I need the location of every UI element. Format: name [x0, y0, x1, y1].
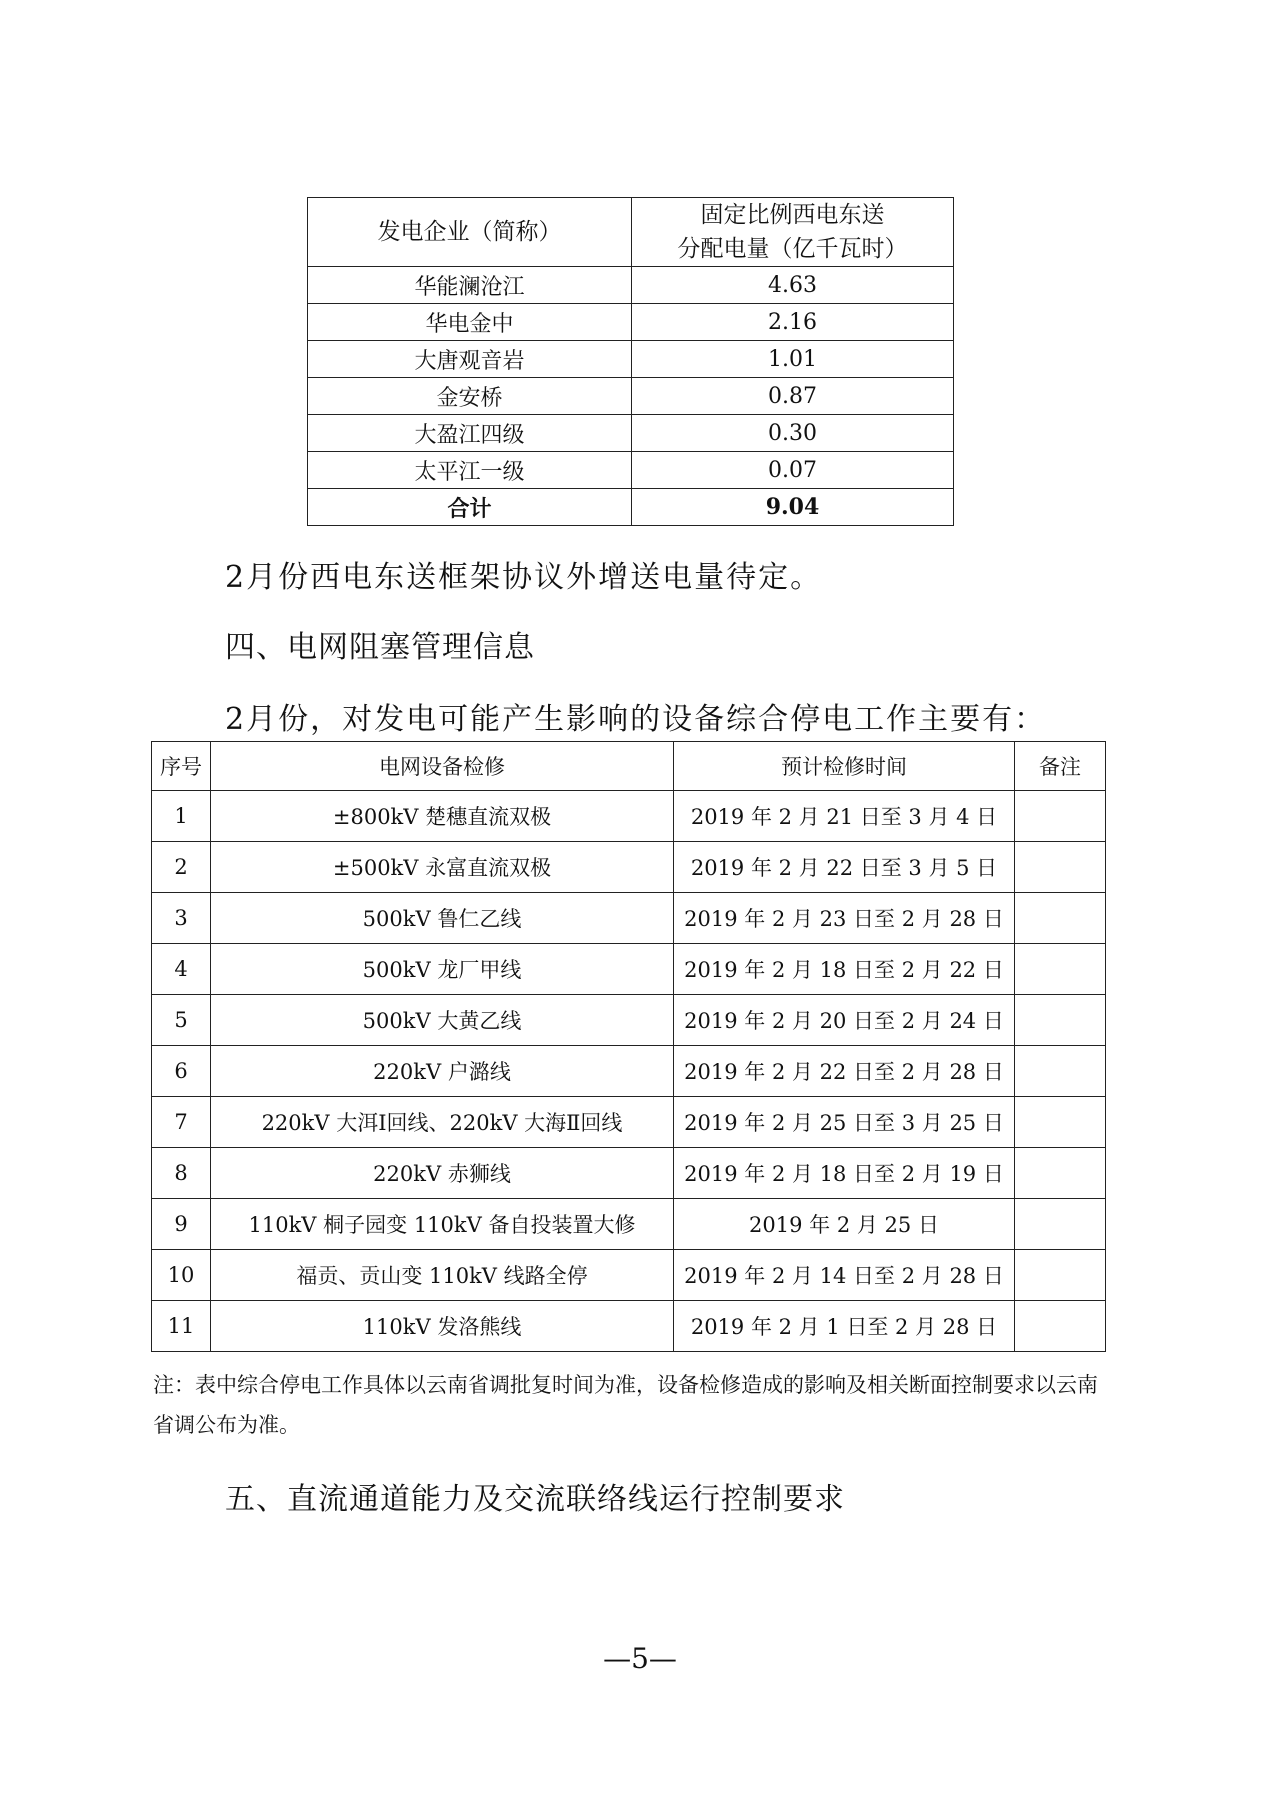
extra-transmission-paragraph: 2月份西电东送框架协议外增送电量待定。: [225, 560, 823, 595]
row-no: 5: [152, 995, 211, 1046]
table-row: [152, 1250, 1106, 1301]
header-amount-line2: 分配电量（亿千瓦时）: [677, 236, 908, 262]
maintenance-table-header: [152, 742, 1106, 791]
table-row: [152, 1199, 1106, 1250]
maintenance-intro-paragraph: 2月份，对发电可能产生影响的设备综合停电工作主要有：: [225, 702, 1047, 737]
header-amount-line1: 固定比例西电东送: [700, 202, 885, 228]
section-4-heading: 四、电网阻塞管理信息: [225, 630, 535, 665]
row-no: 8: [152, 1148, 211, 1199]
company-cell: 华电金中: [308, 304, 632, 341]
table-row: [152, 944, 1106, 995]
company-cell: 太平江一级: [308, 452, 632, 489]
total-label: 合计: [308, 489, 632, 526]
table-row: [308, 378, 954, 415]
allocation-table: [307, 197, 954, 526]
company-cell: 大唐观音岩: [308, 341, 632, 378]
table-row: [308, 267, 954, 304]
row-remark: [1015, 944, 1106, 995]
table-row: [308, 304, 954, 341]
table-row: [152, 995, 1106, 1046]
row-no: 6: [152, 1046, 211, 1097]
header-company: 发电企业（简称）: [308, 198, 632, 267]
table-row: [152, 791, 1106, 842]
row-equipment: ±500kV 永富直流双极: [211, 842, 674, 893]
row-equipment: 500kV 大黄乙线: [211, 995, 674, 1046]
amount-cell: 4.63: [632, 267, 954, 304]
amount-cell: 0.30: [632, 415, 954, 452]
row-time: 2019 年 2 月 18 日至 2 月 22 日: [674, 944, 1015, 995]
header-remark: 备注: [1015, 742, 1106, 791]
row-time: 2019 年 2 月 21 日至 3 月 4 日: [674, 791, 1015, 842]
row-time: 2019 年 2 月 1 日至 2 月 28 日: [674, 1301, 1015, 1352]
header-amount: [632, 198, 954, 267]
table-row: [152, 1301, 1106, 1352]
row-no: 4: [152, 944, 211, 995]
table-row: [308, 341, 954, 378]
row-time: 2019 年 2 月 20 日至 2 月 24 日: [674, 995, 1015, 1046]
row-time: 2019 年 2 月 25 日: [674, 1199, 1015, 1250]
row-no: 10: [152, 1250, 211, 1301]
table-row: [152, 1148, 1106, 1199]
table-row: [308, 452, 954, 489]
row-equipment: 110kV 桐子园变 110kV 备自投装置大修: [211, 1199, 674, 1250]
row-no: 11: [152, 1301, 211, 1352]
row-time: 2019 年 2 月 14 日至 2 月 28 日: [674, 1250, 1015, 1301]
company-cell: 大盈江四级: [308, 415, 632, 452]
row-equipment: 110kV 发洛熊线: [211, 1301, 674, 1352]
row-time: 2019 年 2 月 22 日至 3 月 5 日: [674, 842, 1015, 893]
table-row: [308, 415, 954, 452]
row-remark: [1015, 1301, 1106, 1352]
company-cell: 华能澜沧江: [308, 267, 632, 304]
maintenance-table: [151, 741, 1106, 1352]
row-equipment: 220kV 户潞线: [211, 1046, 674, 1097]
header-time: 预计检修时间: [674, 742, 1015, 791]
row-remark: [1015, 995, 1106, 1046]
row-no: 9: [152, 1199, 211, 1250]
allocation-table-header: [308, 198, 954, 267]
row-time: 2019 年 2 月 22 日至 2 月 28 日: [674, 1046, 1015, 1097]
row-time: 2019 年 2 月 18 日至 2 月 19 日: [674, 1148, 1015, 1199]
row-remark: [1015, 791, 1106, 842]
row-remark: [1015, 1250, 1106, 1301]
table-row: [152, 842, 1106, 893]
row-remark: [1015, 1199, 1106, 1250]
page-number: —5—: [603, 1642, 677, 1675]
row-equipment: ±800kV 楚穗直流双极: [211, 791, 674, 842]
table-row: [152, 1097, 1106, 1148]
total-row: [308, 489, 954, 526]
row-equipment: 220kV 大洱Ⅰ回线、220kV 大海Ⅱ回线: [211, 1097, 674, 1148]
company-cell: 金安桥: [308, 378, 632, 415]
row-no: 2: [152, 842, 211, 893]
table-row: [152, 1046, 1106, 1097]
row-remark: [1015, 1046, 1106, 1097]
row-equipment: 220kV 赤狮线: [211, 1148, 674, 1199]
row-equipment: 500kV 龙厂甲线: [211, 944, 674, 995]
total-amount: 9.04: [632, 489, 954, 526]
amount-cell: 1.01: [632, 341, 954, 378]
amount-cell: 2.16: [632, 304, 954, 341]
amount-cell: 0.07: [632, 452, 954, 489]
header-no: 序号: [152, 742, 211, 791]
row-no: 1: [152, 791, 211, 842]
row-equipment: 500kV 鲁仁乙线: [211, 893, 674, 944]
amount-cell: 0.87: [632, 378, 954, 415]
row-time: 2019 年 2 月 25 日至 3 月 25 日: [674, 1097, 1015, 1148]
section-5-heading: 五、直流通道能力及交流联络线运行控制要求: [225, 1482, 845, 1517]
table-row: [152, 893, 1106, 944]
header-equipment: 电网设备检修: [211, 742, 674, 791]
row-no: 3: [152, 893, 211, 944]
row-time: 2019 年 2 月 23 日至 2 月 28 日: [674, 893, 1015, 944]
row-equipment: 福贡、贡山变 110kV 线路全停: [211, 1250, 674, 1301]
row-remark: [1015, 1148, 1106, 1199]
table-note: 注：表中综合停电工作具体以云南省调批复时间为准，设备检修造成的影响及相关断面控制要求以云南省调公布为准。: [153, 1373, 1098, 1437]
row-remark: [1015, 893, 1106, 944]
row-remark: [1015, 842, 1106, 893]
row-remark: [1015, 1097, 1106, 1148]
row-no: 7: [152, 1097, 211, 1148]
